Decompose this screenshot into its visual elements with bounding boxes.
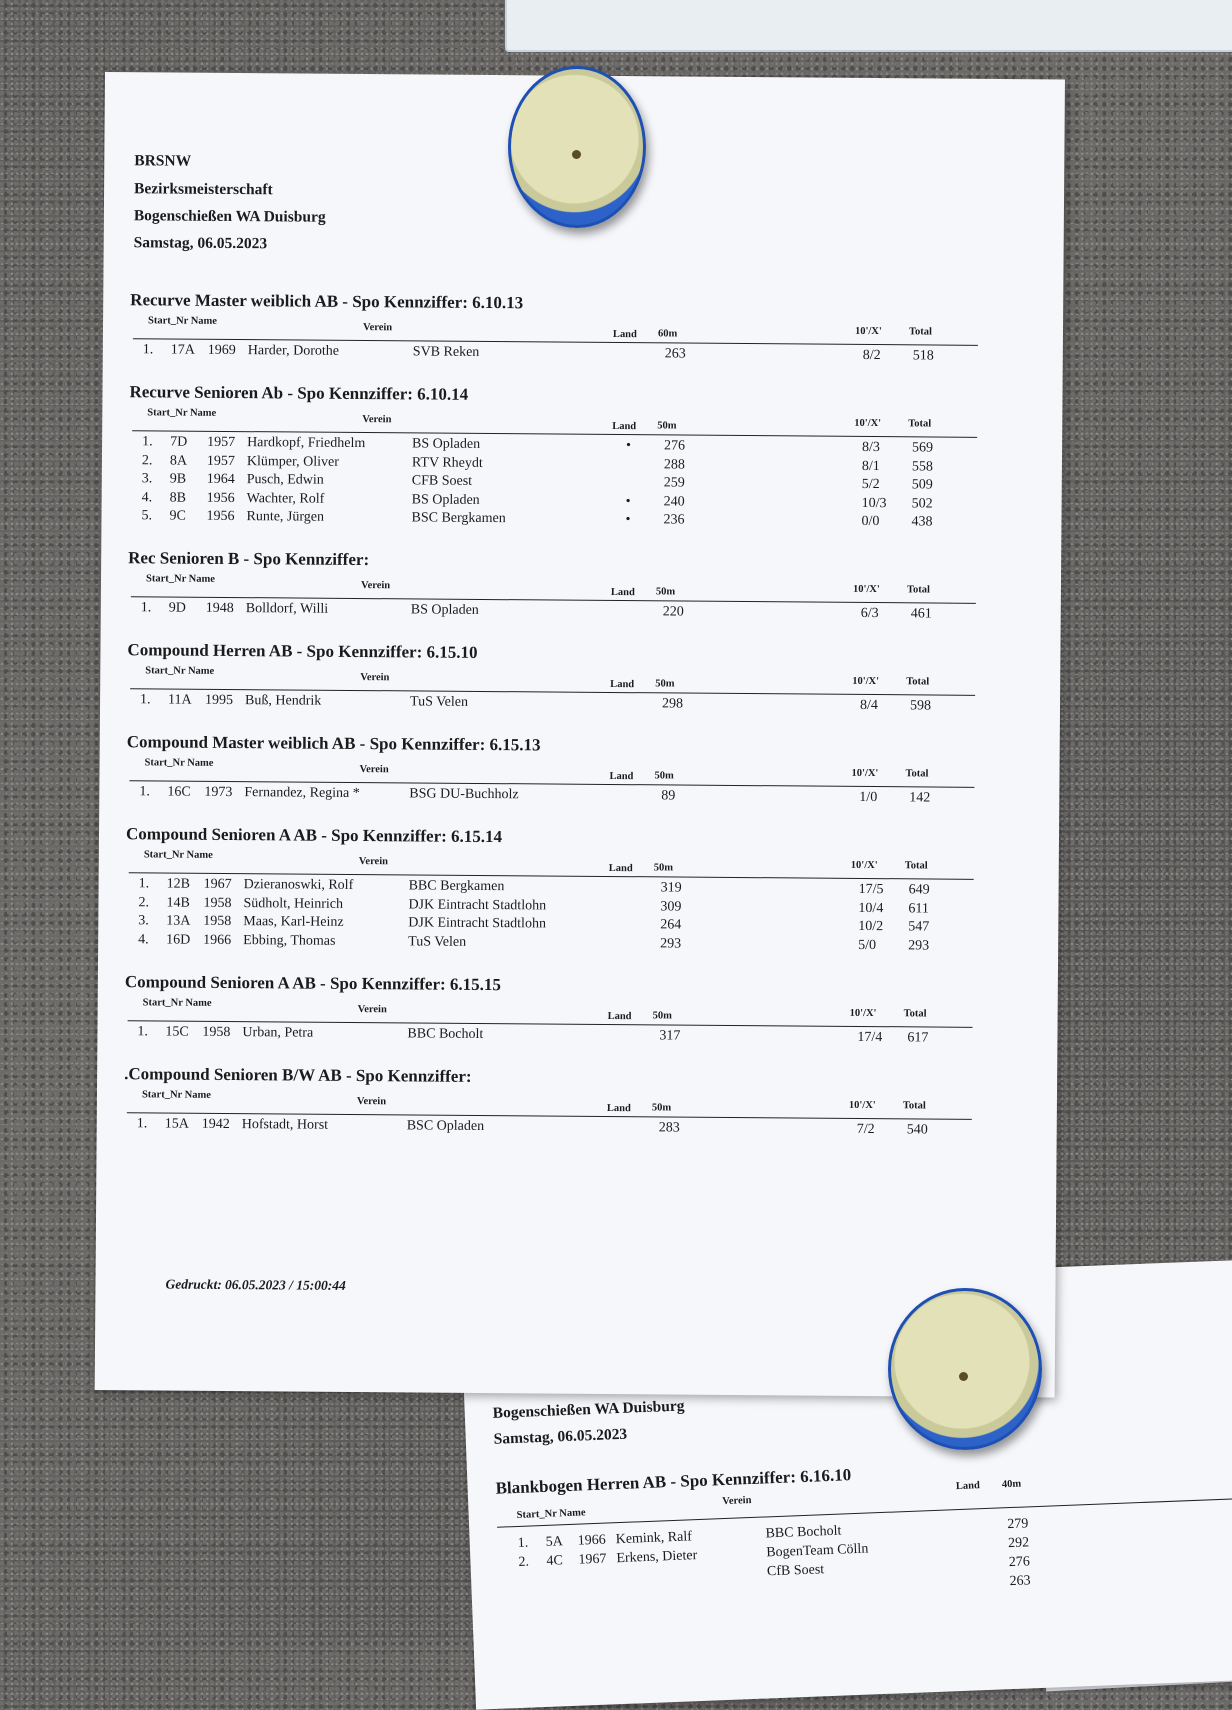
- col-tens-x: 10'/X': [852, 675, 880, 688]
- total-score: 558: [911, 458, 933, 475]
- club: BSG DU-Buchholz: [409, 786, 519, 803]
- col-total: Total: [908, 326, 932, 338]
- col-total: Total: [906, 676, 930, 688]
- col-start-name: Start_Nr Name: [143, 849, 213, 861]
- rank: 1.: [142, 434, 153, 450]
- header-org: BRSNW: [134, 152, 192, 170]
- athlete-name: Hofstadt, Horst: [241, 1117, 329, 1133]
- distance-score: 89: [661, 788, 676, 804]
- start-nr: 15A: [164, 1116, 189, 1132]
- birth-year: 1942: [201, 1116, 230, 1133]
- category-title: Compound Senioren A AB - Spo Kennziffer: 6.15.14: [125, 824, 503, 847]
- sheet2-result-row: 1. 5A 1966 Kemink, Ralf BBC Bocholt 279: [517, 1516, 1029, 1551]
- tens-x: 6/3: [860, 605, 879, 622]
- col-distance: 50m: [653, 862, 674, 874]
- header-event: Bezirksmeisterschaft: [134, 180, 273, 199]
- total-score: 509: [911, 477, 933, 493]
- col-verein: Verein: [358, 856, 389, 868]
- total-score: 611: [908, 900, 929, 916]
- col-start-name: Start_Nr Name: [145, 665, 215, 677]
- distance-score: 288: [663, 456, 685, 473]
- tens-x: 5/2: [861, 476, 880, 493]
- col-distance: 60m: [657, 328, 678, 340]
- category-title: Recurve Senioren Ab - Spo Kennziffer: 6.10.14: [129, 382, 469, 404]
- land-mark: •: [626, 438, 632, 454]
- start-nr: 16D: [166, 932, 191, 948]
- start-nr: 9C: [169, 508, 186, 524]
- start-nr: 9B: [169, 471, 187, 487]
- col-tens-x: 10'/X': [854, 417, 882, 430]
- results-sheet: [95, 72, 1065, 1397]
- distance-score: 264: [660, 917, 682, 933]
- tens-x: 10/4: [858, 900, 884, 916]
- result-row: [97, 1116, 997, 1141]
- result-row: [97, 1024, 997, 1049]
- club: BBC Bergkamen: [408, 878, 505, 895]
- col-distance: 50m: [651, 1102, 672, 1114]
- start-nr: 11A: [168, 692, 192, 708]
- distance-score: 259: [663, 475, 685, 491]
- start-nr: 8A: [169, 453, 188, 469]
- tens-x: 10/2: [858, 918, 884, 935]
- sheet2-col-verein: Verein: [722, 1494, 752, 1508]
- col-start-name: Start_Nr Name: [142, 997, 212, 1009]
- distance-score: 263: [664, 346, 686, 362]
- athlete-name: Fernandez, Regina *: [244, 785, 360, 802]
- tens-x: 8/1: [861, 458, 880, 474]
- rank: 1.: [140, 600, 152, 616]
- col-verein: Verein: [362, 322, 393, 334]
- rank: 5.: [141, 508, 153, 524]
- col-distance: 50m: [657, 420, 677, 432]
- athlete-name: Bolldorf, Willi: [245, 601, 329, 617]
- col-verein: Verein: [360, 580, 391, 592]
- athlete-name: Ebbing, Thomas: [243, 932, 336, 949]
- result-row: [100, 692, 1000, 717]
- magnet-bottom: [888, 1288, 1042, 1450]
- col-total: Total: [903, 1008, 927, 1020]
- total-score: 617: [907, 1030, 929, 1046]
- total-score: 293: [908, 937, 930, 953]
- category-title: Rec Senioren B - Spo Kennziffer:: [128, 548, 370, 570]
- col-verein: Verein: [357, 1004, 387, 1016]
- total-score: 461: [910, 606, 932, 622]
- category-title: Recurve Master weiblich AB - Spo Kennziffer: 6.10.13: [130, 290, 524, 313]
- rank: 2.: [141, 452, 153, 468]
- col-tens-x: 10'/X': [851, 767, 879, 780]
- col-total: Total: [904, 860, 928, 872]
- sheet2-col-land: Land: [955, 1480, 981, 1493]
- land-mark: •: [625, 512, 631, 528]
- club: BS Opladen: [410, 602, 479, 618]
- birth-year: 1957: [207, 434, 236, 451]
- club: BS Opladen: [412, 436, 481, 452]
- col-start-name: Start_Nr Name: [141, 1089, 211, 1101]
- col-distance: 50m: [655, 586, 676, 598]
- birth-year: 1964: [206, 471, 235, 488]
- header-date: Samstag, 06.05.2023: [133, 234, 268, 253]
- birth-year: 1958: [203, 895, 232, 911]
- result-row: [99, 784, 999, 809]
- athlete-name: Dzieranoswki, Rolf: [243, 877, 354, 893]
- col-land: Land: [612, 328, 637, 341]
- col-verein: Verein: [359, 764, 389, 776]
- athlete-name: Buß, Hendrik: [245, 693, 322, 709]
- athlete-name: Runte, Jürgen: [246, 509, 325, 525]
- col-tens-x: 10'/X': [852, 583, 880, 596]
- distance-score: 319: [660, 880, 682, 896]
- rank: 1.: [140, 692, 151, 708]
- col-land: Land: [607, 1010, 632, 1023]
- birth-year: 1957: [206, 453, 236, 469]
- rank: 1.: [139, 784, 150, 800]
- tens-x: 5/0: [858, 937, 877, 953]
- distance-score: 220: [662, 604, 684, 620]
- club: DJK Eintracht Stadtlohn: [408, 896, 547, 913]
- tens-x: 0/0: [861, 513, 880, 530]
- rank: 1.: [136, 1116, 148, 1132]
- sheet2-result-row: 2. 4C 1967 Erkens, Dieter BogenTeam Cölln 292: [518, 1535, 1030, 1570]
- club: BBC Bocholt: [407, 1026, 484, 1043]
- rank: 4.: [141, 489, 153, 505]
- rank: 1.: [142, 342, 154, 358]
- club: BSC Opladen: [406, 1118, 485, 1135]
- distance-score: 236: [663, 512, 685, 528]
- start-nr: 8B: [169, 490, 187, 506]
- col-verein: Verein: [360, 672, 390, 684]
- tens-x: 10/3: [861, 495, 887, 511]
- sheet2-category-title: Blankbogen Herren AB - Spo Kennziffer: 6.16.10: [495, 1465, 852, 1498]
- sheet2-result-row: 263: [1009, 1573, 1031, 1590]
- print-timestamp: Gedruckt: 06.05.2023 / 15:00:44: [165, 1276, 346, 1293]
- col-tens-x: 10'/X': [848, 1099, 876, 1112]
- start-nr: 16C: [167, 784, 191, 800]
- col-land: Land: [608, 862, 633, 875]
- birth-year: 1948: [205, 600, 234, 617]
- birth-year: 1973: [204, 784, 233, 801]
- athlete-name: Wachter, Rolf: [246, 490, 325, 507]
- athlete-name: Klümper, Oliver: [246, 453, 339, 470]
- col-start-name: Start_Nr Name: [148, 315, 218, 327]
- club: CFB Soest: [411, 473, 473, 489]
- distance-score: 283: [658, 1120, 680, 1136]
- col-land: Land: [606, 1102, 631, 1115]
- birth-year: 1969: [207, 342, 236, 359]
- start-nr: 9D: [168, 600, 186, 616]
- birth-year: 1956: [206, 508, 235, 525]
- athlete-name: Hardkopf, Friedhelm: [247, 435, 366, 452]
- col-distance: 50m: [654, 770, 674, 782]
- distance-score: 317: [659, 1028, 681, 1044]
- sheet2-header-date: Samstag, 06.05.2023: [493, 1425, 628, 1448]
- total-score: 649: [908, 882, 930, 898]
- col-land: Land: [609, 770, 634, 783]
- magnet-top: [508, 66, 646, 228]
- club: TuS Velen: [410, 694, 469, 710]
- total-score: 569: [912, 440, 934, 456]
- start-nr: 15C: [165, 1024, 189, 1040]
- distance-score: 309: [660, 898, 682, 915]
- col-total: Total: [908, 418, 932, 430]
- athlete-name: Maas, Karl-Heinz: [243, 914, 344, 930]
- athlete-name: Pusch, Edwin: [246, 472, 324, 488]
- birth-year: 1958: [203, 913, 232, 930]
- birth-year: 1966: [203, 932, 232, 948]
- col-tens-x: 10'/X': [849, 1007, 877, 1020]
- col-total: Total: [905, 768, 929, 780]
- col-tens-x: 10'/X': [854, 325, 882, 338]
- total-score: 502: [911, 495, 933, 512]
- sheet2-col-dist: 40m: [1001, 1478, 1022, 1491]
- rank: 3.: [138, 913, 149, 929]
- land-mark: •: [625, 493, 631, 509]
- athlete-name: Südholt, Heinrich: [243, 895, 344, 912]
- total-score: 142: [909, 790, 931, 806]
- sheet2-header-venue: Bogenschießen WA Duisburg: [492, 1397, 685, 1422]
- athlete-name: Harder, Dorothe: [247, 343, 340, 359]
- start-nr: 7D: [170, 434, 188, 450]
- col-total: Total: [906, 584, 930, 596]
- athlete-name: Urban, Petra: [242, 1025, 314, 1041]
- col-land: Land: [610, 678, 635, 691]
- total-score: 438: [911, 514, 933, 530]
- result-row: [103, 342, 1003, 367]
- tens-x: 8/4: [859, 697, 878, 714]
- category-title: .Compound Senioren B/W AB - Spo Kennziffer:: [124, 1064, 472, 1086]
- start-nr: 13A: [166, 913, 191, 929]
- total-score: 518: [912, 348, 934, 364]
- club: TuS Velen: [408, 933, 467, 950]
- col-distance: 50m: [655, 678, 675, 690]
- club: SVB Reken: [412, 344, 480, 360]
- col-distance: 50m: [652, 1010, 672, 1022]
- total-score: 540: [906, 1122, 928, 1138]
- tens-x: 8/3: [862, 439, 881, 456]
- col-start-name: Start_Nr Name: [144, 757, 214, 769]
- club: BSC Bergkamen: [411, 510, 506, 527]
- birth-year: 1995: [205, 692, 234, 709]
- start-nr: 12B: [166, 876, 191, 892]
- birth-year: 1967: [203, 876, 232, 893]
- birth-year: 1956: [206, 490, 235, 506]
- category-title: Compound Herren AB - Spo Kennziffer: 6.15.10: [127, 640, 478, 662]
- header-venue: Bogenschießen WA Duisburg: [133, 207, 326, 226]
- rank: 4.: [138, 931, 149, 947]
- club: BS Opladen: [411, 491, 480, 508]
- col-start-name: Start_Nr Name: [145, 573, 215, 585]
- club: DJK Eintracht Stadtlohn: [408, 915, 547, 932]
- col-tens-x: 10'/X': [850, 859, 878, 872]
- tens-x: 17/5: [858, 881, 884, 898]
- distance-score: 240: [663, 493, 685, 510]
- rank: 3.: [141, 471, 153, 487]
- tens-x: 1/0: [859, 789, 878, 806]
- total-score: 547: [908, 919, 930, 935]
- tens-x: 7/2: [856, 1121, 875, 1138]
- distance-score: 293: [660, 935, 682, 952]
- col-land: Land: [610, 586, 635, 599]
- col-verein: Verein: [362, 414, 392, 426]
- col-total: Total: [902, 1100, 926, 1112]
- sheet2-col-start-name: Start_Nr Name: [516, 1507, 586, 1521]
- col-land: Land: [612, 420, 637, 433]
- rank: 1.: [138, 876, 150, 892]
- distance-score: 276: [664, 438, 686, 454]
- sheet2-result-row: CfB Soest 276: [766, 1554, 1031, 1580]
- rank: 1.: [137, 1024, 149, 1040]
- category-title: Compound Master weiblich AB - Spo Kennziffer: 6.15.13: [126, 732, 541, 755]
- col-verein: Verein: [356, 1096, 387, 1108]
- result-row: [101, 600, 1001, 625]
- tens-x: 8/2: [862, 347, 881, 364]
- background-paper-top: [505, 0, 1232, 52]
- category-title: Compound Senioren A AB - Spo Kennziffer: 6.15.15: [124, 972, 502, 995]
- rank: 2.: [138, 894, 150, 910]
- birth-year: 1958: [202, 1024, 231, 1041]
- start-nr: 14B: [166, 895, 190, 911]
- start-nr: 17A: [170, 342, 196, 358]
- total-score: 598: [909, 698, 932, 714]
- club: RTV Rheydt: [411, 454, 483, 471]
- col-start-name: Start_Nr Name: [147, 407, 217, 419]
- tens-x: 17/4: [857, 1029, 883, 1046]
- distance-score: 298: [661, 696, 684, 712]
